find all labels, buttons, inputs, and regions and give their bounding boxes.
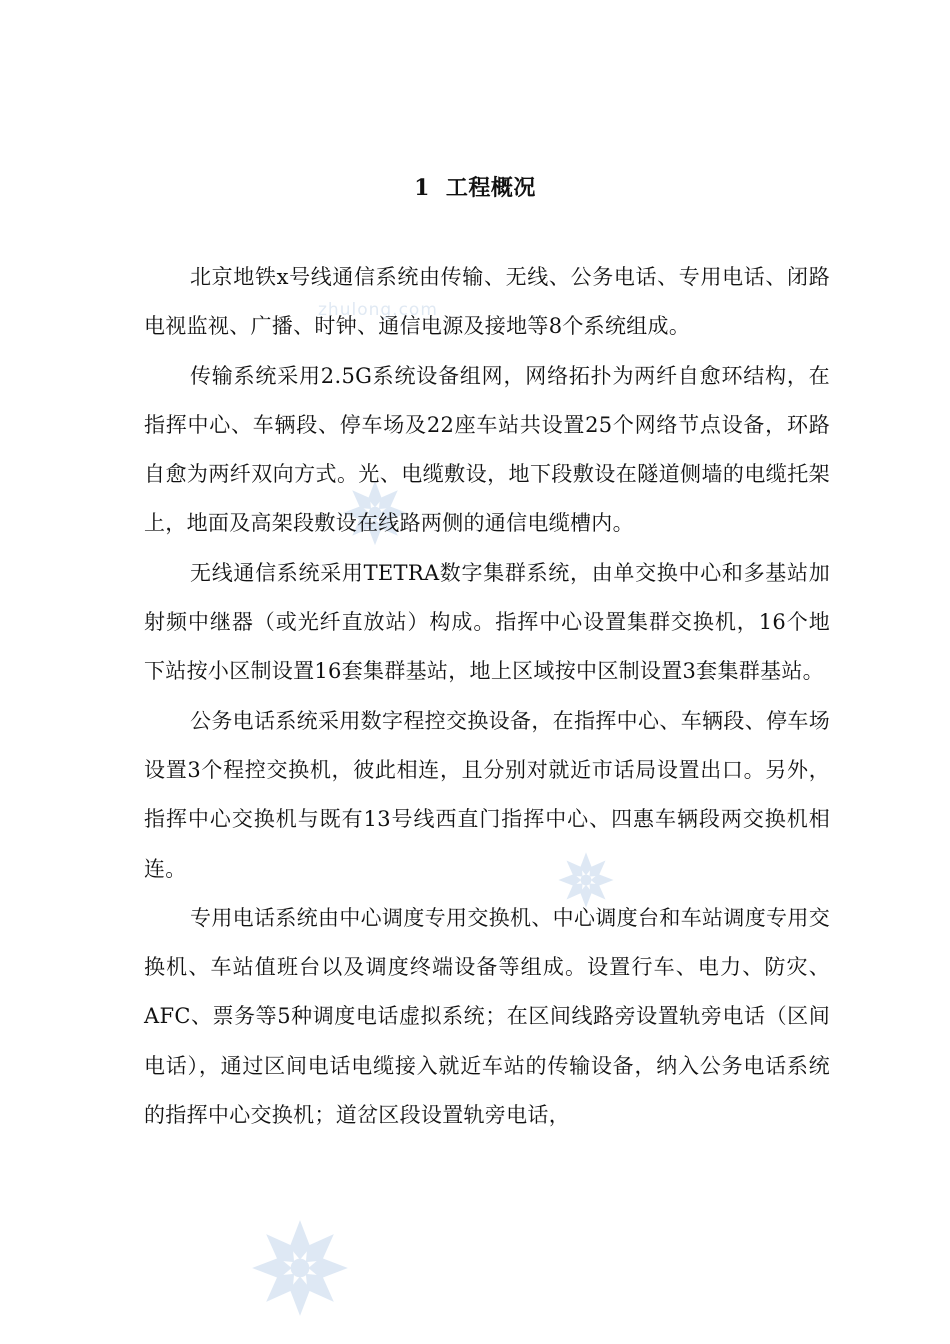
snowflake-logo-icon [248, 1216, 352, 1320]
watermark-text: zhulong.com [318, 300, 438, 320]
paragraph-overview: 北京地铁x号线通信系统由传输、无线、公务电话、专用电话、闭路电视监视、广播、时钟、通信电源及接地等8个系统组成。 [144, 265, 830, 339]
paragraph-wireless: 无线通信系统采用TETRA数字集群系统，由单交换中心和多基站加射频中继器（或光纤直放站）构成。指挥中心设置集群交换机，16个地下站按小区制设置16套集群基站，地上区域按中区制设置3套集群基站。 [144, 560, 830, 684]
paragraph-dedicated-telephone: 专用电话系统由中心调度专用交换机、中心调度台和车站调度专用交换机、车站值班台以及调度终端设备等组成。设置行车、电力、防灾、AFC、票务等5种调度电话虚拟系统；在区间线路旁设置轨旁电话（区间电话），通过区间电话电缆接入就近车站的传输设备，纳入公务电话系统的指挥中心交换机；道岔区段设置轨旁电话， [144, 905, 830, 1128]
paragraph-public-telephone: 公务电话系统采用数字程控交换设备，在指挥中心、车辆段、停车场设置3个程控交换机，彼此相连，且分别对就近市话局设置出口。另外，指挥中心交换机与既有13号线西直门指挥中心、四惠车辆段两交换机相连。 [144, 708, 830, 881]
body-text [144, 253, 830, 1140]
paragraph-transmission: 传输系统采用2.5G系统设备组网，网络拓扑为两纤自愈环结构，在指挥中心、车辆段、停车场及22座车站共设置25个网络节点设备，环路自愈为两纤双向方式。光、电缆敷设，地下段敷设在隧道侧墙的电缆托架上，地面及高架段敷设在线路两侧的通信电缆槽内。 [144, 363, 830, 536]
section-title: 工程概况 [445, 175, 536, 201]
section-number: 1 [414, 175, 430, 201]
section-heading [0, 170, 950, 206]
